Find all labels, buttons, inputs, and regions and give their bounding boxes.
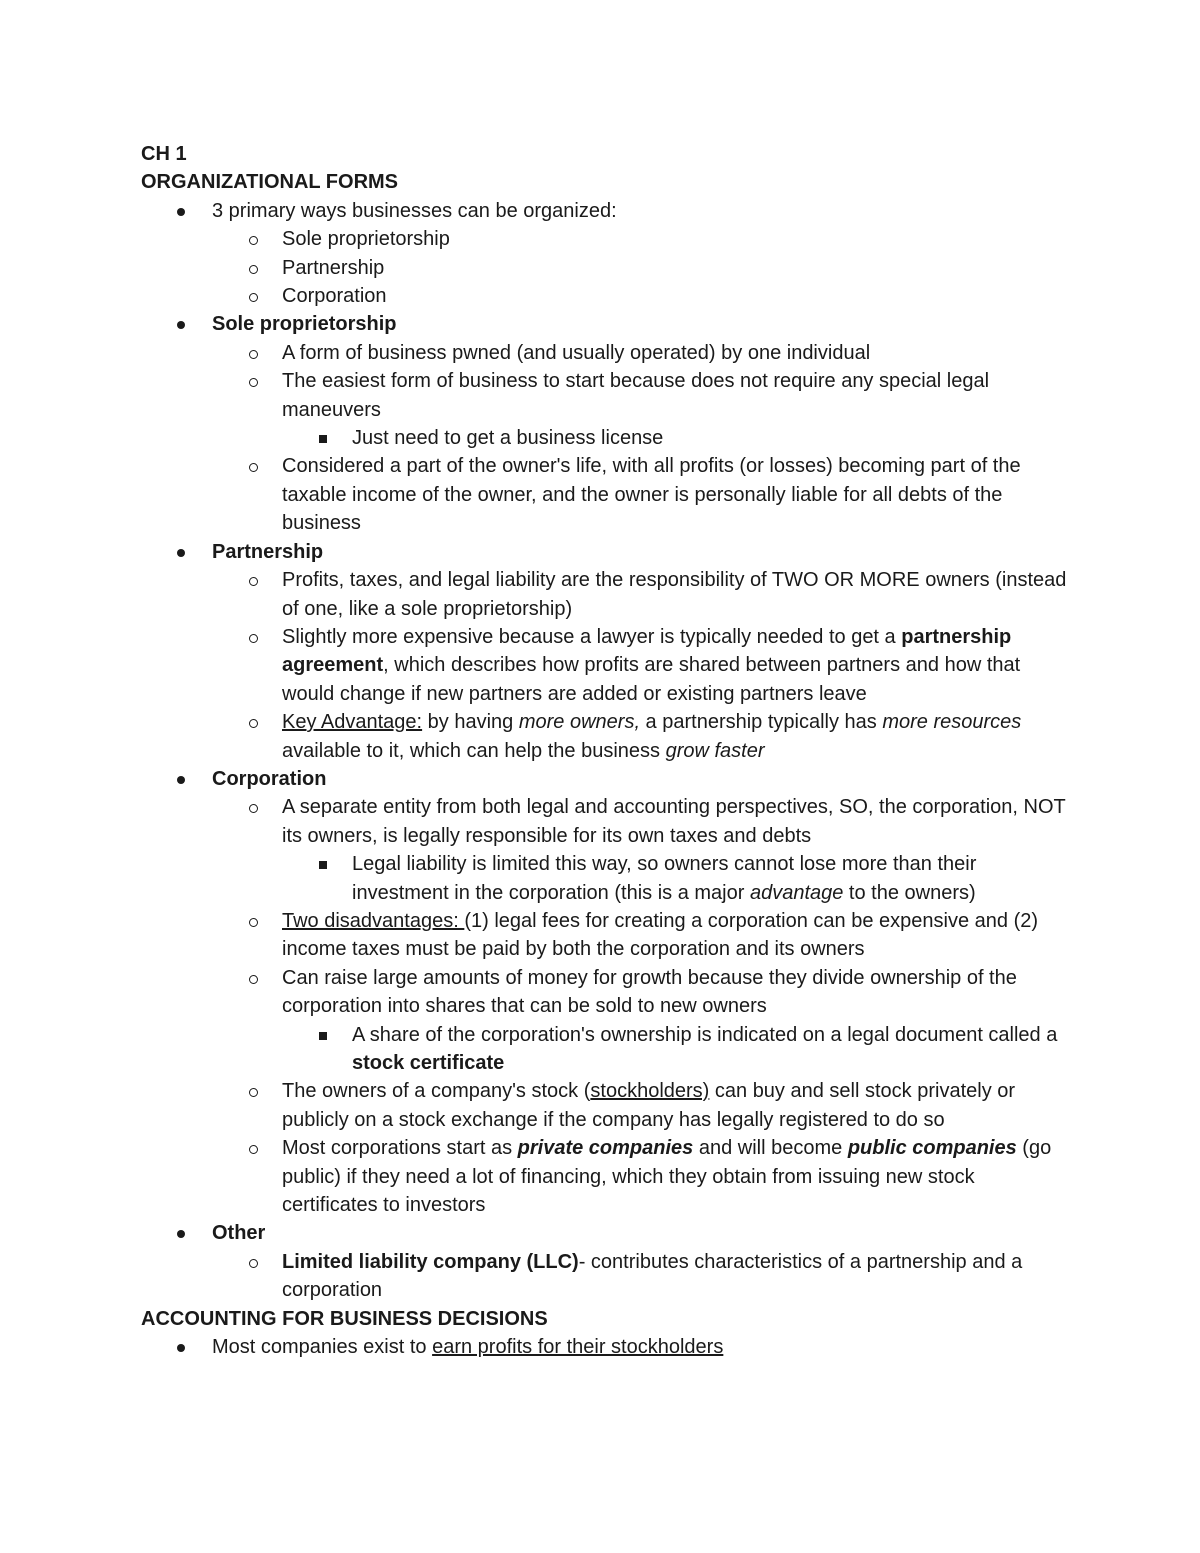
- list-item: Legal liability is limited this way, so owners cannot lose more than their investment in the corporation (this is a major advantage to the owners): [352, 853, 977, 904]
- organizational-forms-list: [141, 197, 1071, 1305]
- document-body: [141, 140, 1071, 1361]
- list-item: Profits, taxes, and legal liability are the responsibility of TWO OR MORE owners (instead of one, like a sole proprietorship): [282, 569, 1067, 620]
- list-item: A separate entity from both legal and accounting perspectives, SO, the corporation, NOT its owners, is legally responsible for its own taxes and debts: [282, 796, 1066, 847]
- list-item: Limited liability company (LLC)- contributes characteristics of a partnership and a corporation: [282, 1250, 1023, 1302]
- list-item: [141, 765, 1071, 793]
- list-item: 3 primary ways businesses can be organized:: [212, 199, 617, 222]
- other-heading: Other: [212, 1222, 266, 1245]
- corporation-heading: Corporation: [212, 767, 327, 790]
- list-item: [141, 538, 1071, 566]
- list-item: [141, 310, 1071, 338]
- list-item: Corporation: [282, 285, 387, 308]
- list-item: Partnership: [282, 256, 385, 279]
- section-heading-accounting: ACCOUNTING FOR BUSINESS DECISIONS: [141, 1307, 548, 1330]
- list-item: The easiest form of business to start because does not require any special legal maneuvers: [282, 370, 990, 421]
- list-item: Most companies exist to earn profits for their stockholders: [212, 1336, 724, 1359]
- chapter-title: CH 1: [141, 143, 187, 165]
- list-item: Just need to get a business license: [352, 427, 664, 450]
- list-item: [141, 1219, 1071, 1247]
- list-item: A share of the corporation's ownership is indicated on a legal document called a stock certificate: [352, 1023, 1058, 1074]
- partnership-heading: Partnership: [212, 540, 324, 563]
- list-item: Slightly more expensive because a lawyer is typically needed to get a partnership agreement, which describes how profits are shared between partners and how that would change if new partners are added or existing partners leave: [282, 625, 1021, 705]
- sole-proprietorship-heading: Sole proprietorship: [212, 313, 397, 336]
- list-item: Two disadvantages: (1) legal fees for creating a corporation can be expensive and (2) income taxes must be paid by both the corporation and its owners: [282, 909, 1039, 961]
- list-item: Sole proprietorship: [282, 228, 450, 251]
- list-item: Can raise large amounts of money for growth because they divide ownership of the corporation into shares that can be sold to new owners: [282, 966, 1017, 1018]
- accounting-list: [141, 1333, 1071, 1361]
- list-item: Key Advantage: by having more owners, a partnership typically has more resources available to it, which can help the business grow faster: [282, 711, 1022, 762]
- list-item: Most corporations start as private companies and will become public companies (go public) if they need a lot of financing, which they obtain from issuing new stock certificates to investors: [282, 1137, 1052, 1217]
- section-heading-organizational-forms: ORGANIZATIONAL FORMS: [141, 171, 399, 194]
- list-item: Considered a part of the owner's life, with all profits (or losses) becoming part of the taxable income of the owner, and the owner is personally liable for all debts of the business: [282, 455, 1021, 535]
- list-item: A form of business pwned (and usually operated) by one individual: [282, 341, 871, 364]
- list-item: The owners of a company's stock (stockholders) can buy and sell stock privately or publicly on a stock exchange if the company has legally registered to do so: [282, 1080, 1016, 1131]
